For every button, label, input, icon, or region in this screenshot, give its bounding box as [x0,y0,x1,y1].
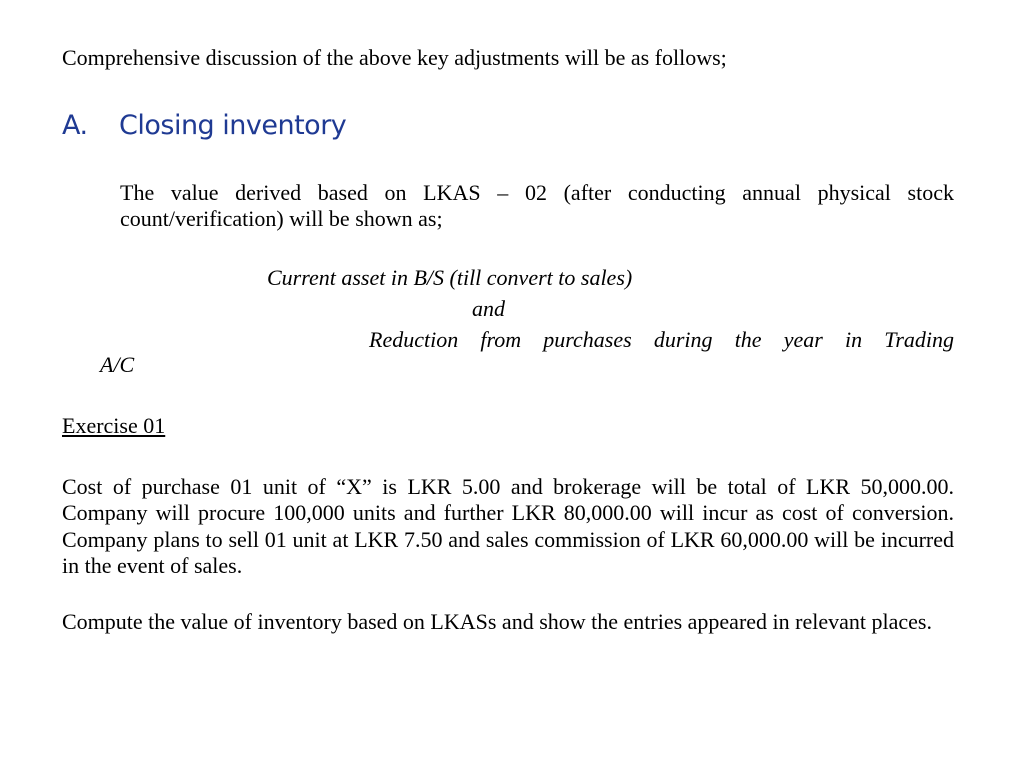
exercise-question: Compute the value of inventory based on LKASs and show the entries appeared in relevant places. [62,609,932,634]
treatment-line-and: and [472,296,505,321]
section-heading [62,110,346,142]
section-letter: A. [62,110,88,141]
intro-text: Comprehensive discussion of the above key adjustments will be as follows; [62,45,727,70]
description-paragraph: The value derived based on LKAS – 02 (after conducting annual physical stock count/verification) will be shown as; [120,180,954,232]
exercise-title: Exercise 01 [62,413,166,438]
treatment-line-reduction: Reduction from purchases during the year in Trading [369,327,954,352]
treatment-line-ac: A/C [100,352,135,377]
section-title: Closing inventory [119,110,347,141]
exercise-body: Cost of purchase 01 unit of “X” is LKR 5.00 and brokerage will be total of LKR 50,000.00. Company will procure 100,000 units and further LKR 80,000.00 will incur as cost of conversion. Company plans to sell 01 unit at LKR 7.50 and sales commission of LKR 60,000.00 will be incurred in the event of sales. [62,474,954,579]
treatment-line-current-asset: Current asset in B/S (till convert to sales) [267,265,633,290]
